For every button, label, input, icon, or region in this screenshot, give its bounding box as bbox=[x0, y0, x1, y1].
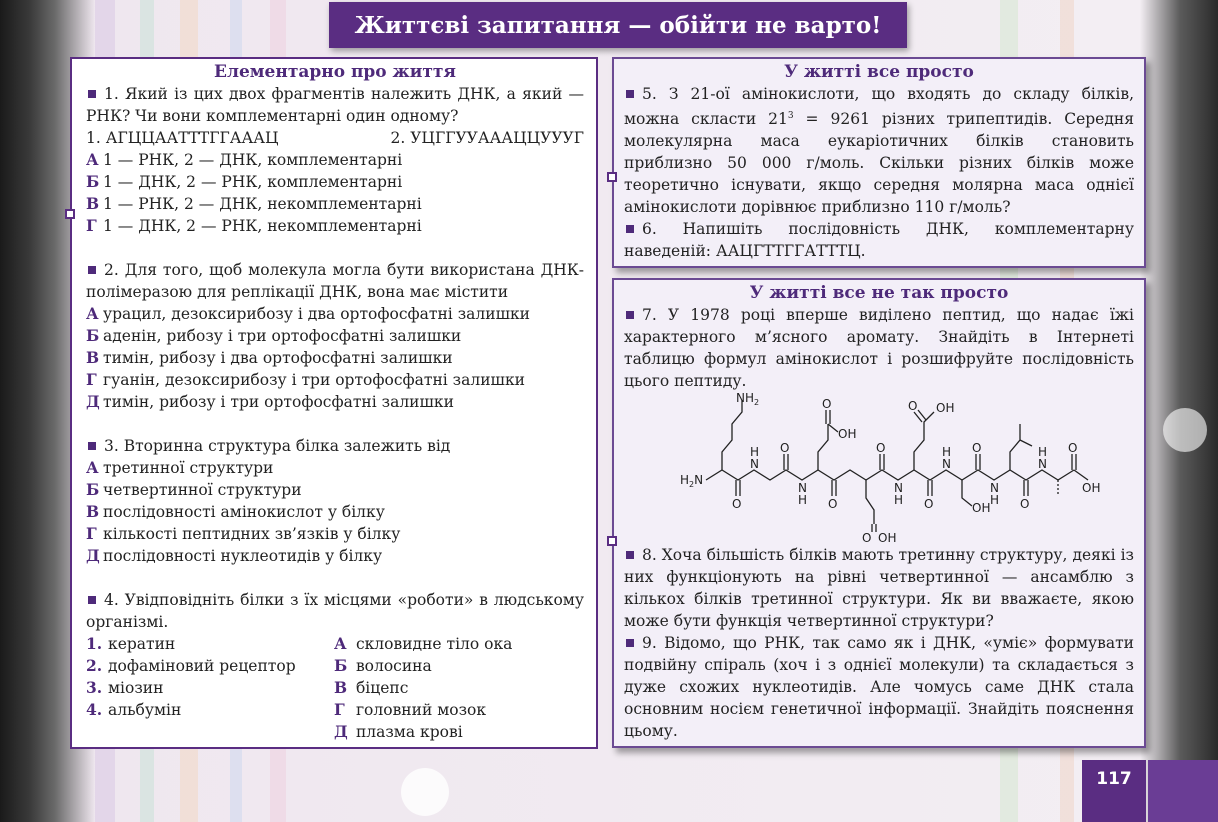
svg-text:O: O bbox=[732, 497, 742, 511]
fragment-2: 2. УЦГГУУАААЦЦУУУГ bbox=[390, 129, 584, 147]
svg-text:O: O bbox=[862, 531, 872, 544]
q1-option: Б 1 — ДНК, 2 — РНК, комплементарні bbox=[86, 172, 403, 191]
question-6: 6. Напишіть послідовність ДНК, комплементарну наведеній: ААЦГТТГГАТТТЦ. bbox=[624, 220, 1134, 261]
bullet-icon bbox=[88, 596, 96, 604]
question-7: 7. У 1978 році вперше виділено пептид, що надає їжі характерного м’ясного аромату. Знайдіть в Інтернеті таблицю формул амінокислот і розшифруйте послідовність цього пептиду. bbox=[624, 306, 1134, 390]
peptide-structure-diagram bbox=[624, 392, 1136, 544]
left-box-title: Елементарно про життя bbox=[214, 62, 456, 82]
fragment-1: 1. АГЦЦААТТТГГАААЦ bbox=[86, 129, 279, 147]
bullet-icon bbox=[626, 90, 634, 98]
right-bottom-box-title: У житті все не так просто bbox=[749, 283, 1009, 303]
box-corner-marker bbox=[607, 536, 617, 546]
q1-option: В 1 — РНК, 2 — ДНК, некомплементарні bbox=[86, 194, 422, 213]
svg-text:OH: OH bbox=[936, 401, 955, 415]
svg-text:N: N bbox=[990, 481, 999, 495]
q1-fragments bbox=[86, 127, 584, 149]
q4-protein: 4. альбумін bbox=[86, 700, 182, 719]
q2-option: Д тимін, рибозу і три ортофосфатні залишки bbox=[86, 392, 454, 411]
svg-text:OH: OH bbox=[838, 427, 857, 441]
box-corner-marker bbox=[65, 209, 75, 219]
svg-text:H: H bbox=[798, 493, 808, 507]
bullet-icon bbox=[88, 90, 96, 98]
bullet-icon bbox=[88, 266, 96, 274]
nh2-label: $NH_2$ bbox=[736, 392, 760, 407]
svg-text:OH: OH bbox=[1082, 481, 1101, 495]
question-5: 5. З 21-ої амінокислоти, що входять до складу білків, можна скласти $21^3 = 9261$ різних трипептидів. Середня молекулярна маса еукаріотичних білків становить приблизно 50 000 г/моль. Скільки різних білків може теоретично існувати, якщо середня молярна маса однієї амінокислоти дорівнює приблизно 110 г/моль? bbox=[624, 85, 1134, 217]
q4-matching bbox=[86, 633, 584, 743]
svg-text:O: O bbox=[924, 497, 934, 511]
svg-text:O: O bbox=[1068, 441, 1078, 455]
q4-place: Г головний мозок bbox=[334, 700, 487, 719]
svg-text:H: H bbox=[750, 445, 760, 459]
bullet-icon bbox=[626, 225, 634, 233]
svg-text:H: H bbox=[942, 445, 952, 459]
q3-option: В послідовності амінокислот у білку bbox=[86, 502, 385, 521]
q3-option: Б четвертинної структури bbox=[86, 480, 302, 499]
svg-text:O: O bbox=[780, 441, 790, 455]
svg-text:O: O bbox=[822, 397, 832, 411]
page-banner: Життєві запитання — обійти не варто! bbox=[329, 2, 907, 48]
q1-option: Г 1 — ДНК, 2 — РНК, некомплементарні bbox=[86, 216, 422, 235]
q4-place: В біцепс bbox=[334, 678, 409, 697]
svg-text:N: N bbox=[798, 481, 807, 495]
svg-text:H: H bbox=[1038, 445, 1048, 459]
q4-place: Д плазма крові bbox=[334, 722, 463, 741]
q3-option: А третинної структури bbox=[86, 458, 274, 477]
q3-option: Д послідовності нуклеотидів у білку bbox=[86, 546, 383, 565]
q4-place: А скловидне тіло ока bbox=[334, 634, 513, 653]
question-9: 9. Відомо, що РНК, так само як і ДНК, «уміє» формувати подвійну спіраль (хоч і з однієї молекули) та складається з дуже схожих нуклеотидів. Але чомусь саме ДНК стала основним носієм генетичної інформації. Знайдіть пояснення цьому. bbox=[624, 634, 1134, 740]
question-4: 4. Увідповідніть білки з їх місцями «роботи» в людському організмі. bbox=[86, 591, 584, 631]
svg-text:OH: OH bbox=[878, 531, 897, 544]
h2n-label: $H_2N$ bbox=[680, 473, 704, 489]
question-1: 1. Який із цих двох фрагментів належить ДНК, а який — РНК? Чи вони комплементарні один одному? bbox=[86, 85, 584, 125]
svg-text:O: O bbox=[1020, 497, 1030, 511]
bullet-icon bbox=[626, 551, 634, 559]
q4-protein: 1. кератин bbox=[86, 634, 176, 653]
svg-text:H: H bbox=[990, 493, 1000, 507]
page-number-strip bbox=[1148, 760, 1218, 822]
svg-text:O: O bbox=[972, 441, 982, 455]
right-top-box-title: У житті все просто bbox=[784, 62, 974, 82]
svg-text:N: N bbox=[894, 481, 903, 495]
right-bottom-question-box bbox=[612, 278, 1146, 748]
svg-text:N: N bbox=[1038, 457, 1047, 471]
q4-protein: 2. дофаміновий рецептор bbox=[86, 656, 296, 675]
q3-option: Г кількості пептидних зв’язків у білку bbox=[86, 524, 401, 543]
question-3: 3. Вторинна структура білка залежить від bbox=[86, 435, 584, 457]
svg-text:H: H bbox=[894, 493, 904, 507]
left-question-box bbox=[70, 57, 598, 749]
q4-protein: 3. міозин bbox=[86, 678, 164, 697]
bullet-icon bbox=[626, 639, 634, 647]
q1-option: А 1 — РНК, 2 — ДНК, комплементарні bbox=[86, 150, 403, 169]
svg-text:OH: OH bbox=[972, 501, 991, 515]
question-2: 2. Для того, щоб молекула могла бути використана ДНК-полімеразою для реплікації ДНК, вона має містити bbox=[86, 261, 584, 301]
page-number: 117 bbox=[1082, 760, 1146, 822]
svg-text:O: O bbox=[908, 399, 918, 413]
bullet-icon bbox=[88, 442, 96, 450]
svg-text:N: N bbox=[942, 457, 951, 471]
svg-text:O: O bbox=[828, 497, 838, 511]
box-corner-marker bbox=[607, 172, 617, 182]
question-8: 8. Хоча більшість білків мають третинну структуру, деякі із них функціонують на рівні четвертинної — ансамблю з кількох білків третинної структури. Як ви вважаєте, якою може бути функція четвертинної структури? bbox=[624, 546, 1134, 630]
q2-option: Г гуанін, дезоксирибозу і три ортофосфатні залишки bbox=[86, 370, 525, 389]
q2-option: В тимін, рибозу і два ортофосфатні залишки bbox=[86, 348, 453, 367]
q2-option: Б аденін, рибозу і три ортофосфатні залишки bbox=[86, 326, 462, 345]
bullet-icon bbox=[626, 311, 634, 319]
q4-place: Б волосина bbox=[334, 656, 432, 675]
right-top-question-box bbox=[612, 57, 1146, 268]
svg-text:N: N bbox=[750, 457, 759, 471]
q2-option: А урацил, дезоксирибозу і два ортофосфатні залишки bbox=[86, 304, 530, 323]
svg-text:O: O bbox=[876, 441, 886, 455]
